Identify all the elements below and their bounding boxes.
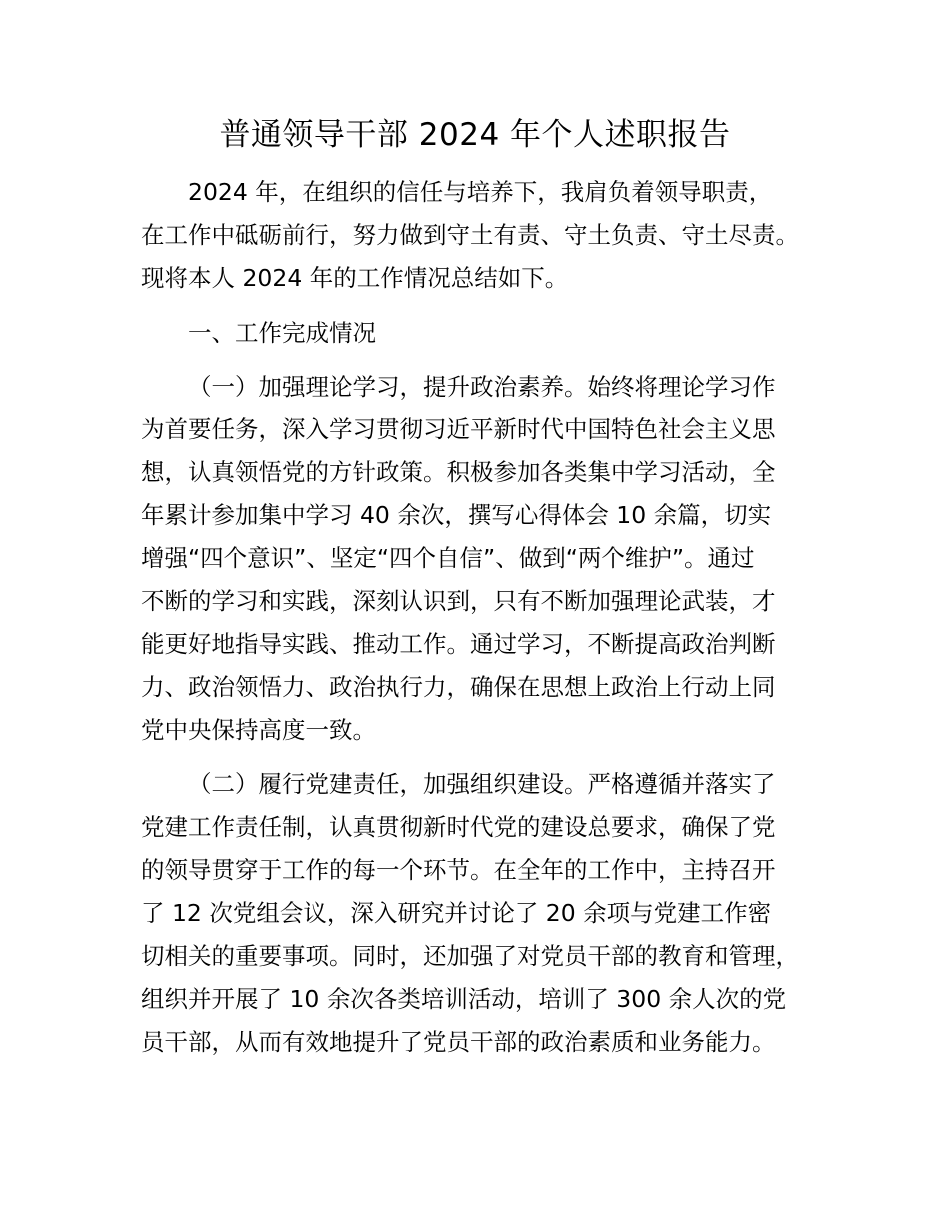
- paragraph-line: 年累计参加集中学习 40 余次，撰写心得体会 10 余篇，切实: [141, 501, 772, 529]
- paragraph-line: 现将本人 2024 年的工作情况总结如下。: [141, 264, 569, 292]
- paragraph-line: 在工作中砥砺前行，努力做到守土有责、守土负责、守土尽责。: [141, 221, 799, 249]
- paragraph-line: 的领导贯穿于工作的每一个环节。在全年的工作中，主持召开: [141, 856, 776, 884]
- paragraph-line: 能更好地指导实践、推动工作。通过学习，不断提高政治判断: [141, 630, 776, 658]
- section-heading: 一、工作完成情况: [188, 319, 376, 347]
- paragraph-line: （一）加强理论学习，提升政治素养。始终将理论学习作: [188, 373, 776, 401]
- paragraph-line: 了 12 次党组会议，深入研究并讨论了 20 余项与党建工作密: [141, 899, 772, 927]
- paragraph-line: 不断的学习和实践，深刻认识到，只有不断加强理论武装，才: [141, 587, 776, 615]
- paragraph-line: 党建工作责任制，认真贯彻新时代党的建设总要求，确保了党: [141, 813, 776, 841]
- paragraph-line: 党中央保持高度一致。: [141, 716, 376, 744]
- paragraph-line: 想，认真领悟党的方针政策。积极参加各类集中学习活动，全: [141, 458, 776, 486]
- paragraph-line: 为首要任务，深入学习贯彻习近平新时代中国特色社会主义思: [141, 415, 776, 443]
- document-title: 普通领导干部 2024 年个人述职报告: [219, 117, 731, 153]
- paragraph-line: 增强“四个意识”、坚定“四个自信”、做到“两个维护”。通过: [141, 544, 755, 572]
- paragraph-line: 2024 年，在组织的信任与培养下，我肩负着领导职责，: [188, 178, 773, 206]
- paragraph-line: 员干部，从而有效地提升了党员干部的政治素质和业务能力。: [141, 1028, 776, 1056]
- paragraph-line: 切相关的重要事项。同时，还加强了对党员干部的教育和管理，: [141, 942, 799, 970]
- paragraph-line: 力、政治领悟力、政治执行力，确保在思想上政治上行动上同: [141, 673, 776, 701]
- paragraph-line: 组织并开展了 10 余次各类培训活动，培训了 300 余人次的党: [141, 985, 787, 1013]
- paragraph-line: （二）履行党建责任，加强组织建设。严格遵循并落实了: [188, 770, 776, 798]
